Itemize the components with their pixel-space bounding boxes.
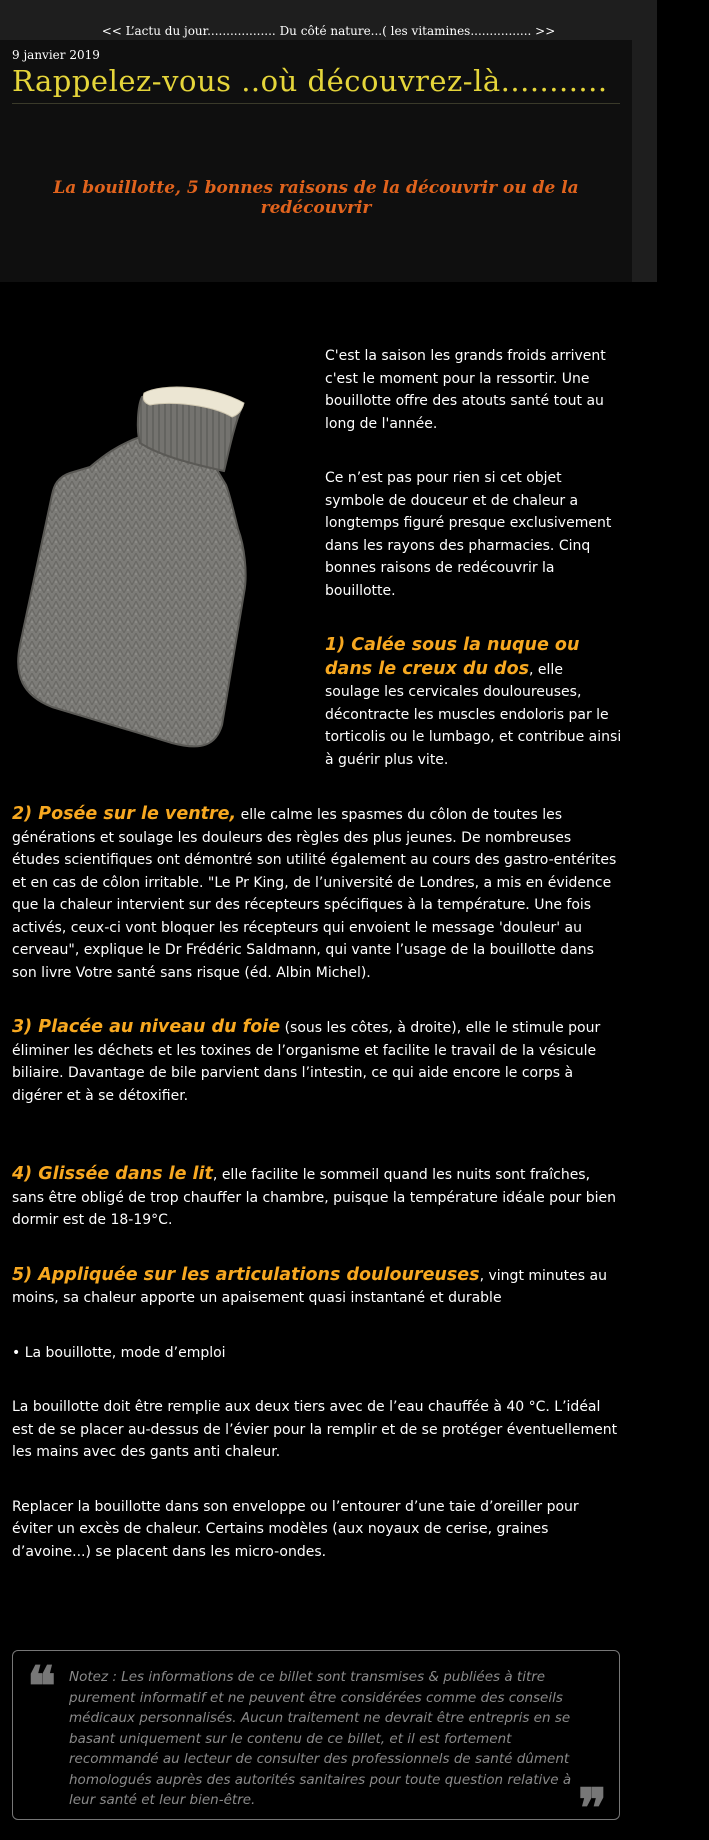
post-date: 9 janvier 2019 [12, 48, 100, 62]
reason-1-heading: 1) Calée sous la nuque ou dans le creux du dos [325, 635, 580, 679]
usage-paragraph-1: La bouillotte doit être remplie aux deux tiers avec de l’eau chauffée à 40 °C. L’idéal est de se placer au-dessus de l’évier pour la remplir et de se protéger éventuellement les mains avec des gants anti chaleur. [12, 1399, 618, 1460]
reason-3-heading: 3) Placée au niveau du foie [12, 1017, 281, 1037]
open-quote-icon: ❝ [27, 1654, 57, 1718]
reason-3 [12, 1016, 622, 1107]
reason-5-heading: 5) Appliquée sur les articulations douloureuses [12, 1264, 480, 1285]
close-quote-icon: ❞ [577, 1776, 607, 1840]
usage-heading: • La bouillotte, mode d’emploi [12, 1344, 226, 1361]
reason-2-heading: 2) Posée sur le ventre, [12, 804, 237, 824]
reason-5 [12, 1264, 622, 1310]
post-title: Rappelez-vous ..où découvrez-là........... [12, 64, 608, 98]
post-subtitle: La bouillotte, 5 bonnes raisons de la découvrir ou de la redécouvrir [53, 178, 579, 218]
reason-2 [12, 803, 622, 984]
title-divider [12, 103, 620, 104]
post-navigation [0, 24, 657, 38]
reason-1-text: , elle soulage les cervicales douloureuses, décontracte les muscles endoloris par le torticolis ou le lumbago, et contribue ainsi à guérir plus vite. [325, 661, 622, 768]
post-body [12, 345, 622, 1595]
next-post-link[interactable]: Du côté nature...( les vitamines................ >> [279, 24, 556, 38]
reason-4 [12, 1163, 622, 1232]
reason-4-text: , elle facilite le sommeil quand les nuits sont fraîches, sans être obligé de trop chauffer la chambre, puisque la température idéale pour bien dormir est de 18-19°C. [12, 1167, 616, 1228]
reason-4-heading: 4) Glissée dans le lit [12, 1164, 213, 1184]
hot-water-bottle-image [12, 345, 315, 770]
disclaimer-text: Notez : Les informations de ce billet sont transmises & publiées à titre purement informatif et ne peuvent être considérées comme des conseils médicaux personnalisés. Aucun traitement ne devrait être entrepris en se basant uniquement sur le contenu de ce billet, et il est fortement recommandé au lecteur de consulter des professionnels de santé dûment homologués auprès des autorités sanitaires pour toute question relative à leur santé et leur bien-être. [69, 1669, 572, 1808]
prev-post-link[interactable]: << L’actu du jour.................. [101, 24, 276, 38]
reason-5-text: , vingt minutes au moins, sa chaleur apporte un apaisement quasi instantané et durable [12, 1267, 607, 1306]
context-paragraph: Ce n’est pas pour rien si cet objet symbole de douceur et de chaleur a longtemps figuré presque exclusivement dans les rayons des pharmacies. Cinq bonnes raisons de redécouvrir la bouillotte. [325, 470, 612, 599]
spacer [12, 1139, 622, 1163]
disclaimer-note [12, 1650, 620, 1840]
reason-3-text: (sous les côtes, à droite), elle le stimule pour éliminer les déchets et les toxines de l’organisme et facilite le travail de la vésicule biliaire. Davantage de bile parvient dans l’intestin, ce qui aide encore le corps à digérer et à se détoxifier. [12, 1020, 601, 1104]
intro-paragraph: C'est la saison les grands froids arrivent c'est le moment pour la ressortir. Une bouillotte offre des atouts santé tout au long de l'année. [325, 348, 606, 432]
usage-paragraph-2: Replacer la bouillotte dans son enveloppe ou l’entourer d’une taie d’oreiller pour éviter un excès de chaleur. Certains modèles (aux noyaux de cerise, graines d’avoine...) se placent dans les micro-ondes. [12, 1498, 579, 1560]
bottle-body-icon [18, 437, 245, 746]
reason-2-text: elle calme les spasmes du côlon de toutes les générations et soulage les douleurs des règles des plus jeunes. De nombreuses études scientifiques ont démontré son utilité également au cours des gastro-entérites et en cas de côlon irritable. "Le Pr King, de l’université de Londres, a mis en évidence que la chaleur intervient sur des récepteurs spécifiques à la température. Une fois activés, ceux-ci vont bloquer les récepteurs qui envoient le message 'douleur' au cerveau", explique le Dr Frédéric Saldmann, qui vante l’usage de la bouillotte dans son livre Votre santé sans risque (éd. Albin Michel). [12, 807, 617, 981]
